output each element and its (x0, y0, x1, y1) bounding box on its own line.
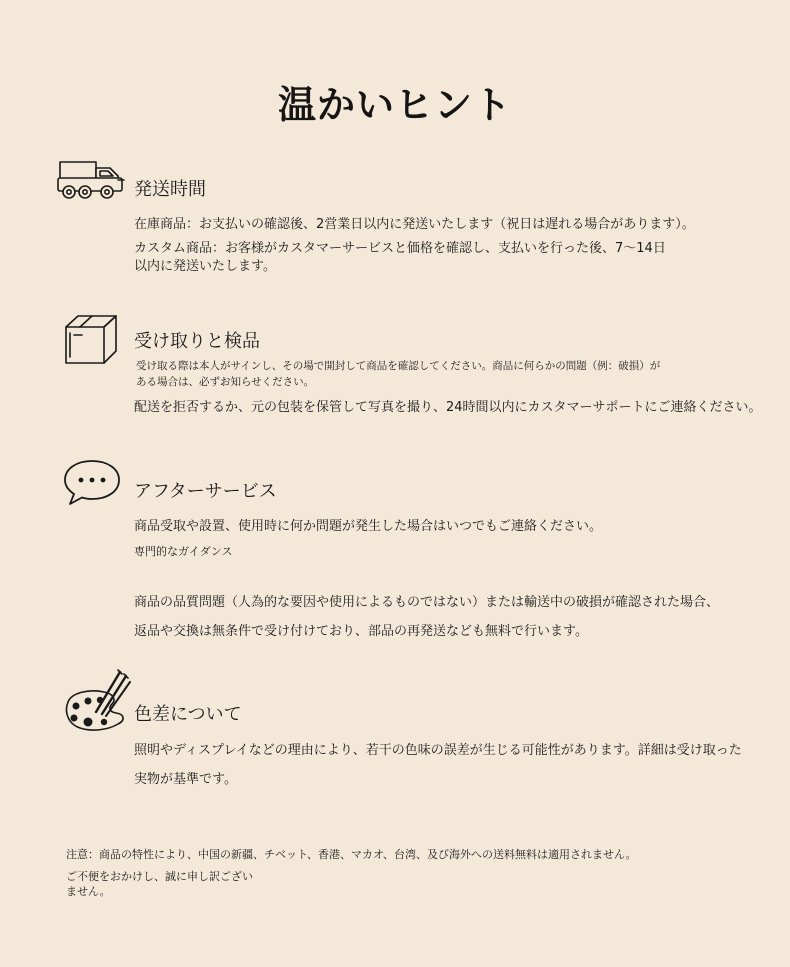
receipt-line-1: 受け取る際は本人がサインし、その場で開封して商品を確認してください。商品に何らかの問題（例：破損）が (136, 360, 661, 372)
color-line-1: 照明やディスプレイなどの理由により、若干の色味の誤差が生じる可能性があります。詳細は受け取った (134, 743, 742, 758)
shipping-line-2: カスタム商品：お客様がカスタマーサービスと価格を確認し、支払いを行った後、7〜14日 (134, 241, 666, 256)
shipping-line-1: 在庫商品：お支払いの確認後、2営業日以内に発送いたします（祝日は遅れる場合があります）。 (134, 217, 695, 232)
after-service-line-3: 商品の品質問題（人為的な要因や使用によるものではない）または輸送中の破損が確認された場合、 (134, 595, 720, 610)
after-service-line-4: 返品や交換は無条件で受け付けており、部品の再発送なども無料で行います。 (134, 624, 588, 639)
notice-line-2: ご不便をおかけし、誠に申し訳ござい (66, 870, 253, 883)
shipping-line-3: 以内に発送いたします。 (134, 259, 276, 274)
truck-icon (56, 160, 126, 202)
color-line-2: 実物が基準です。 (134, 772, 237, 787)
page-title: 温かいヒント (277, 83, 512, 127)
section-heading-color: 色差について (134, 704, 242, 725)
notice-line-1: 注意：商品の特性により、中国の新疆、チベット、香港、マカオ、台湾、及び海外への送料無料は適用されません。 (66, 848, 637, 861)
section-heading-receipt: 受け取りと検品 (134, 331, 260, 352)
after-service-line-2: 専門的なガイダンス (134, 545, 233, 558)
palette-icon (60, 668, 132, 734)
section-heading-after-service: アフターサービス (134, 481, 277, 502)
receipt-line-3: 配送を拒否するか、元の包装を保管して写真を撮り、24時間以内にカスタマーサポートにご連絡ください。 (134, 400, 762, 415)
box-icon (62, 313, 122, 367)
after-service-line-1: 商品受取や設置、使用時に何か問題が発生した場合はいつでもご連絡ください。 (134, 519, 603, 534)
receipt-line-2: ある場合は、必ずお知らせください。 (136, 376, 315, 388)
section-heading-shipping: 発送時間 (134, 179, 206, 200)
notice-line-3: ません。 (66, 885, 111, 898)
speech-bubble-icon (62, 458, 122, 510)
